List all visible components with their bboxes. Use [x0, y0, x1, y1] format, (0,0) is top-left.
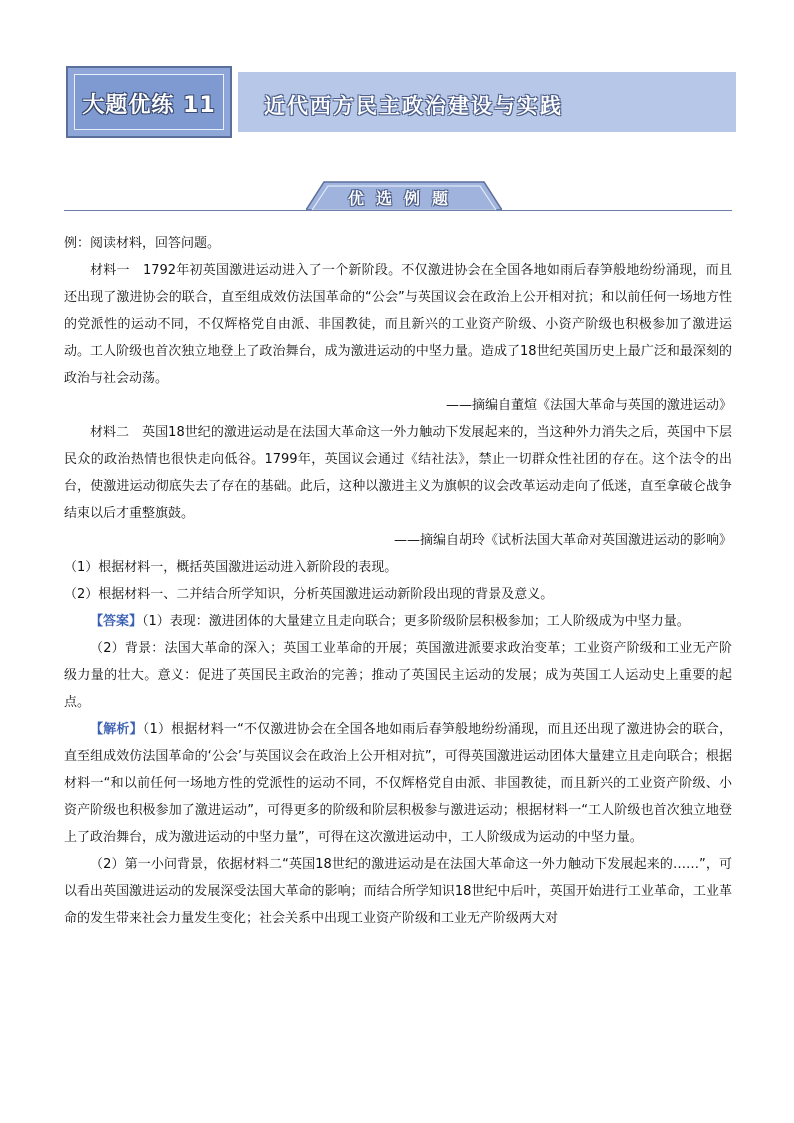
analysis-tag: 【解析】	[90, 722, 143, 737]
page-title: 近代西方民主政治建设与实践	[264, 94, 563, 118]
answer-one-paragraph	[64, 608, 732, 635]
question-two: （2）根据材料一、二并结合所学知识，分析英国激进运动新阶段出现的背景及意义。	[64, 587, 554, 602]
answer-two: （2）背景：法国大革命的深入；英国工业革命的开展；英国激进派要求政治变革；工业资产阶级和工业无产阶级力量的壮大。意义：促进了英国民主政治的完善；推动了英国民主运动的发展；成为英国工人运动史上重要的起点。	[64, 641, 732, 710]
header-title-box	[238, 72, 736, 132]
answer-one: （1）表现：激进团体的大量建立且走向联合；更多阶级阶层积极参加；工人阶级成为中坚力量。	[142, 614, 690, 629]
material-one: 材料一 1792年初英国激进运动进入了一个新阶段。不仅激进协会在全国各地如雨后春笋般地纷纷涌现，而且还出现了激进协会的联合，直至组成效仿法国革命的“公会”与英国议会在政治上公开相对抗；和以前任何一场地方性的党派性的运动不同，不仅辉格党自由派、非国教徒，而且新兴的工业资产阶级、小资产阶级也积极参加了激进运动。工人阶级也首次独立地登上了政治舞台，成为激进运动的中坚力量。造成了18世纪英国历史上最广泛和最深刻的政治与社会动荡。	[64, 263, 732, 386]
header-label: 大题优练 11	[82, 93, 216, 118]
header-banner	[66, 66, 736, 138]
header-label-box	[66, 66, 232, 138]
intro-text: 例：阅读材料，回答问题。	[64, 236, 221, 251]
source-two: ——摘编自胡玲《试析法国大革命对英国激进运动的影响》	[393, 533, 732, 548]
material-two: 材料二 英国18世纪的激进运动是在法国大革命这一外力触动下发展起来的，当这种外力消失之后，英国中下层民众的政治热情也很快走向低谷。1799年，英国议会通过《结社法》，禁止一切群众性社团的存在。这个法令的出台，使激进运动彻底失去了存在的基础。此后，这种以激进主义为旗帜的议会改革运动走向了低迷，直至拿破仑战争结束以后才重整旗鼓。	[64, 425, 732, 521]
section-divider	[64, 210, 732, 211]
question-one: （1）根据材料一，概括英国激进运动进入新阶段的表现。	[64, 560, 398, 575]
analysis-one: （1）根据材料一“不仅激进协会在全国各地如雨后春笋般地纷纷涌现，而且还出现了激进协会的联合，直至组成效仿法国革命的‘公会’与英国议会在政治上公开相对抗”，可得英国激进运动团体大量建立且走向联合；根据材料一“和以前任何一场地方性的党派性的运动不同，不仅辉格党自由派、非国教徒，而且新兴的工业资产阶级、小资产阶级也积极参加了激进运动”，可得更多的阶级和阶层积极参与激进运动；根据材料一“工人阶级也首次独立地登上了政治舞台，成为激进运动的中坚力量”，可得在这次激进运动中，工人阶级成为运动的中坚力量。	[64, 722, 732, 845]
document-body	[64, 230, 732, 932]
source-one: ——摘编自董煊《法国大革命与英国的激进运动》	[445, 398, 732, 413]
section-label: 优选例题	[347, 189, 460, 208]
section-header	[64, 176, 732, 216]
analysis-two: （2）第一小问背景，依据材料二“英国18世纪的激进运动是在法国大革命这一外力触动下发展起来的……”，可以看出英国激进运动的发展深受法国大革命的影响；而结合所学知识18世纪中后叶，英国开始进行工业革命，工业革命的发生带来社会力量发生变化；社会关系中出现工业资产阶级和工业无产阶级两大对	[64, 857, 732, 926]
answer-tag: 【答案】	[90, 614, 143, 629]
section-label-badge	[306, 180, 502, 210]
analysis-one-paragraph	[64, 716, 732, 851]
